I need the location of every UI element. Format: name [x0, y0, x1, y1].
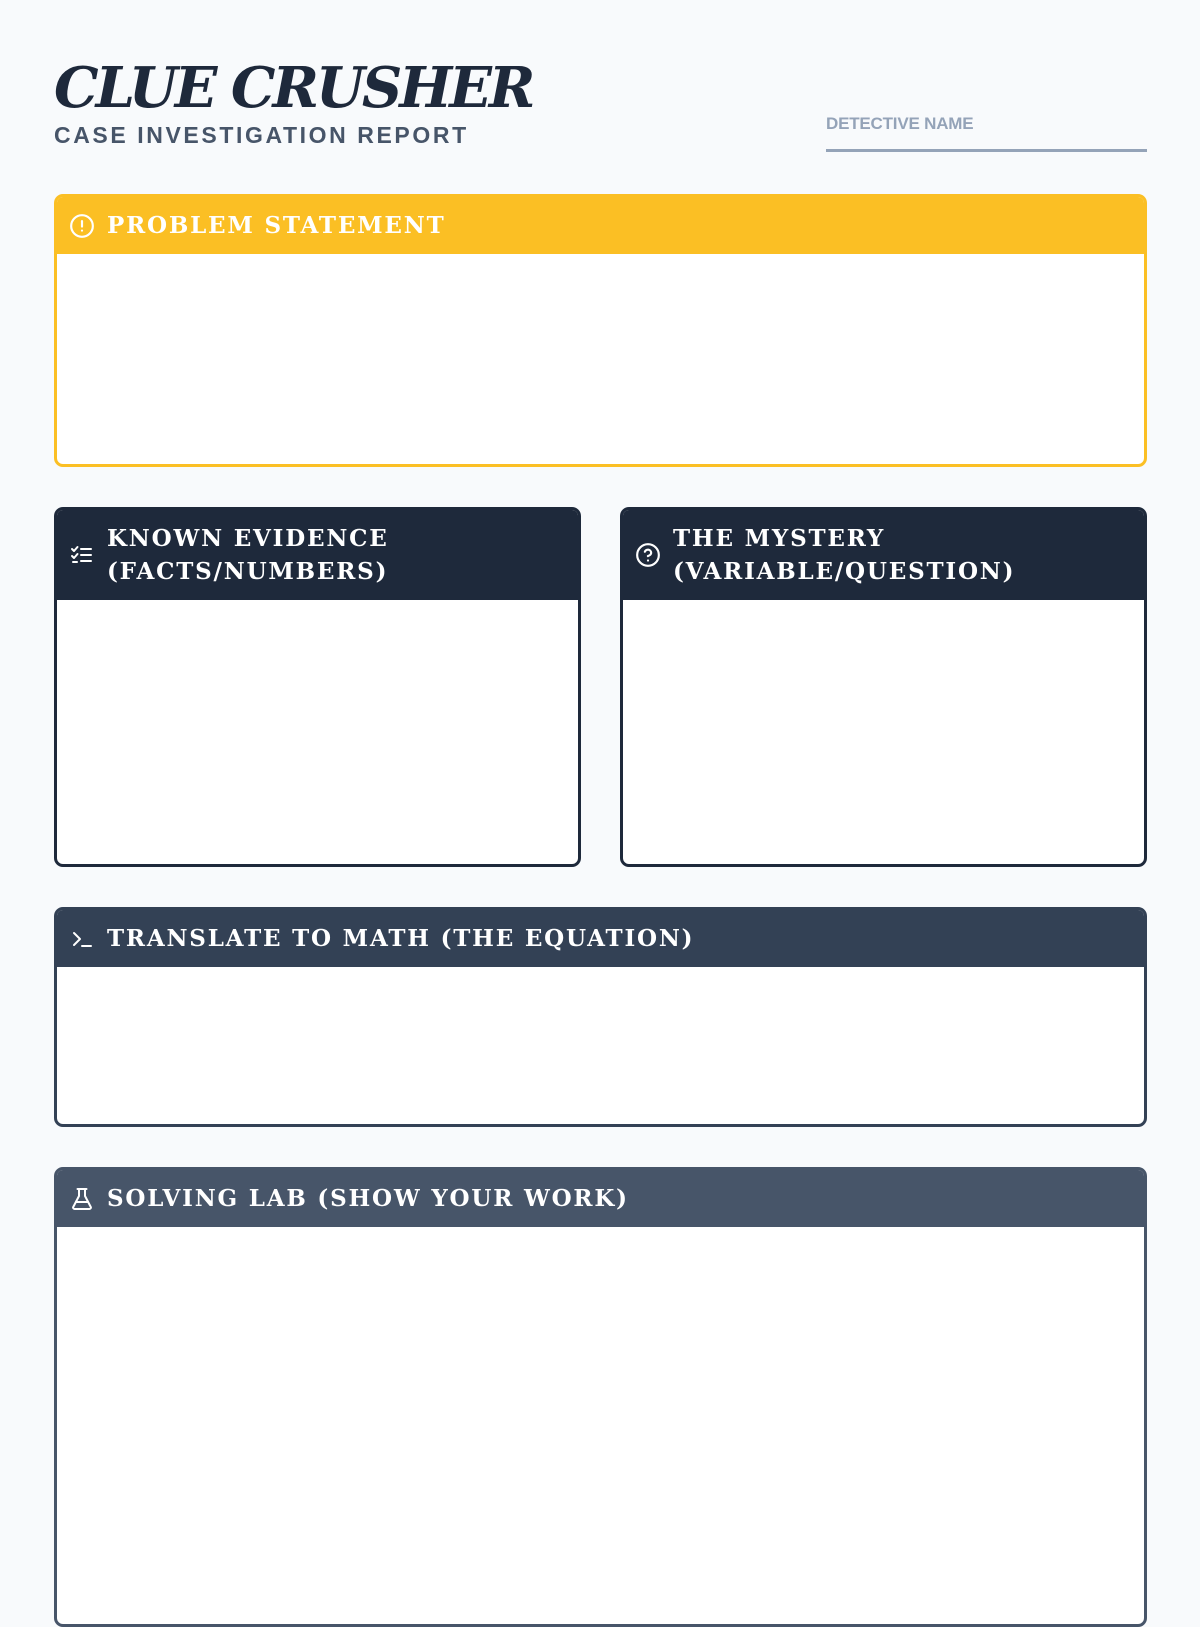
- problem-statement-label: PROBLEM STATEMENT: [107, 212, 446, 239]
- terminal-icon: [69, 926, 95, 952]
- worksheet-subtitle: CASE INVESTIGATION REPORT: [54, 122, 469, 148]
- worksheet-page: [54, 0, 1147, 1212]
- worksheet-title: CLUE CRUSHER: [54, 55, 533, 121]
- problem-statement-panel: [54, 194, 1147, 467]
- mystery-panel: [620, 507, 1147, 867]
- translate-to-math-header: [57, 910, 1144, 967]
- detective-name-label: DETECTIVE NAME: [826, 114, 974, 133]
- alert-circle-icon: [69, 213, 95, 239]
- mystery-label: [673, 522, 1015, 588]
- known-evidence-label-line1: KNOWN EVIDENCE: [107, 525, 389, 552]
- problem-statement-header: [57, 197, 1144, 254]
- help-circle-icon: [635, 542, 661, 568]
- solving-lab-label: SOLVING LAB (SHOW YOUR WORK): [107, 1185, 629, 1212]
- worksheet-header: [54, 0, 1147, 190]
- mystery-label-line1: THE MYSTERY: [673, 525, 886, 552]
- known-evidence-label: [107, 522, 389, 588]
- list-checks-icon: [69, 542, 95, 568]
- mystery-label-line2: (VARIABLE/QUESTION): [673, 558, 1016, 585]
- mystery-header: [623, 510, 1144, 600]
- solving-lab-header: [57, 1170, 1144, 1227]
- flask-icon: [69, 1186, 95, 1212]
- translate-to-math-panel: [54, 907, 1147, 1127]
- detective-name-field[interactable]: [826, 114, 1147, 152]
- translate-to-math-label: TRANSLATE TO MATH (THE EQUATION): [107, 925, 695, 952]
- known-evidence-header: [57, 510, 578, 600]
- known-evidence-label-line2: (FACTS/NUMBERS): [107, 558, 389, 585]
- solving-lab-panel: [54, 1167, 1147, 1627]
- known-evidence-panel: [54, 507, 581, 867]
